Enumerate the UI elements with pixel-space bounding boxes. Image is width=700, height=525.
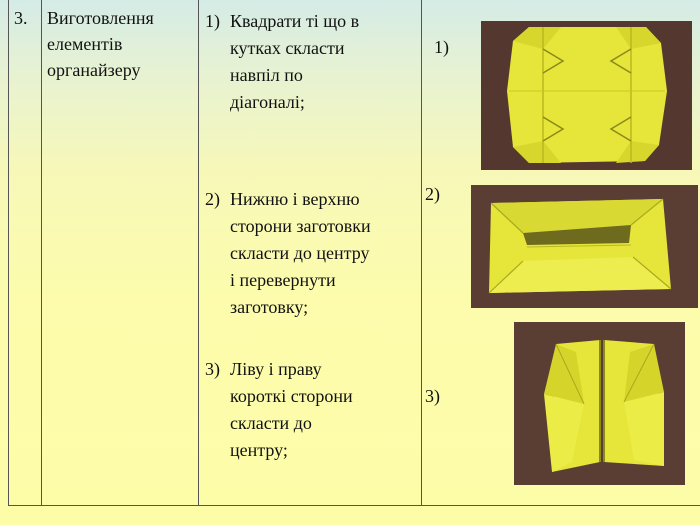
step-line: заготовку;	[230, 297, 309, 317]
step-line: діагоналі;	[230, 92, 305, 112]
photo-label-2: 2)	[425, 184, 440, 204]
step-line: і перевернути	[230, 270, 336, 290]
photo-label-3: 3)	[425, 386, 440, 406]
row-title-line: Виготовлення	[47, 8, 154, 28]
step-line: Ліву і праву	[230, 359, 322, 379]
step-1	[205, 8, 420, 116]
table-border-col3	[421, 0, 422, 506]
step-line: короткі сторони	[230, 386, 353, 406]
step-2	[205, 186, 420, 321]
step-marker: 3)	[205, 359, 220, 379]
folded-square-paper-icon	[481, 21, 692, 170]
step-line: Нижню і верхню	[230, 189, 360, 209]
step-line: кутках скласти	[230, 38, 345, 58]
step-3	[205, 356, 420, 464]
step-line: скласти до	[230, 413, 312, 433]
step-2-photo	[471, 185, 698, 308]
table-border-col2	[198, 0, 199, 506]
step-line: навпіл по	[230, 65, 303, 85]
step-3-photo	[514, 322, 685, 485]
step-line: скласти до центру	[230, 243, 370, 263]
table-border-left	[8, 0, 9, 506]
step-line: Квадрати ті що в	[230, 11, 360, 31]
table-border-bottom	[8, 505, 700, 506]
table-border-col1	[41, 0, 42, 506]
step-line: центру;	[230, 440, 288, 460]
row-number: 3.	[14, 8, 28, 28]
row-title-line: органайзеру	[47, 60, 141, 80]
photo-label-1: 1)	[434, 37, 449, 57]
step-1-photo	[481, 21, 692, 170]
step-marker: 2)	[205, 189, 220, 209]
folded-rectangle-paper-icon	[471, 185, 698, 308]
row-title	[47, 5, 154, 83]
folded-sides-paper-icon	[514, 322, 685, 485]
step-marker: 1)	[205, 11, 220, 31]
step-line: сторони заготовки	[230, 216, 371, 236]
row-title-line: елементів	[47, 34, 123, 54]
